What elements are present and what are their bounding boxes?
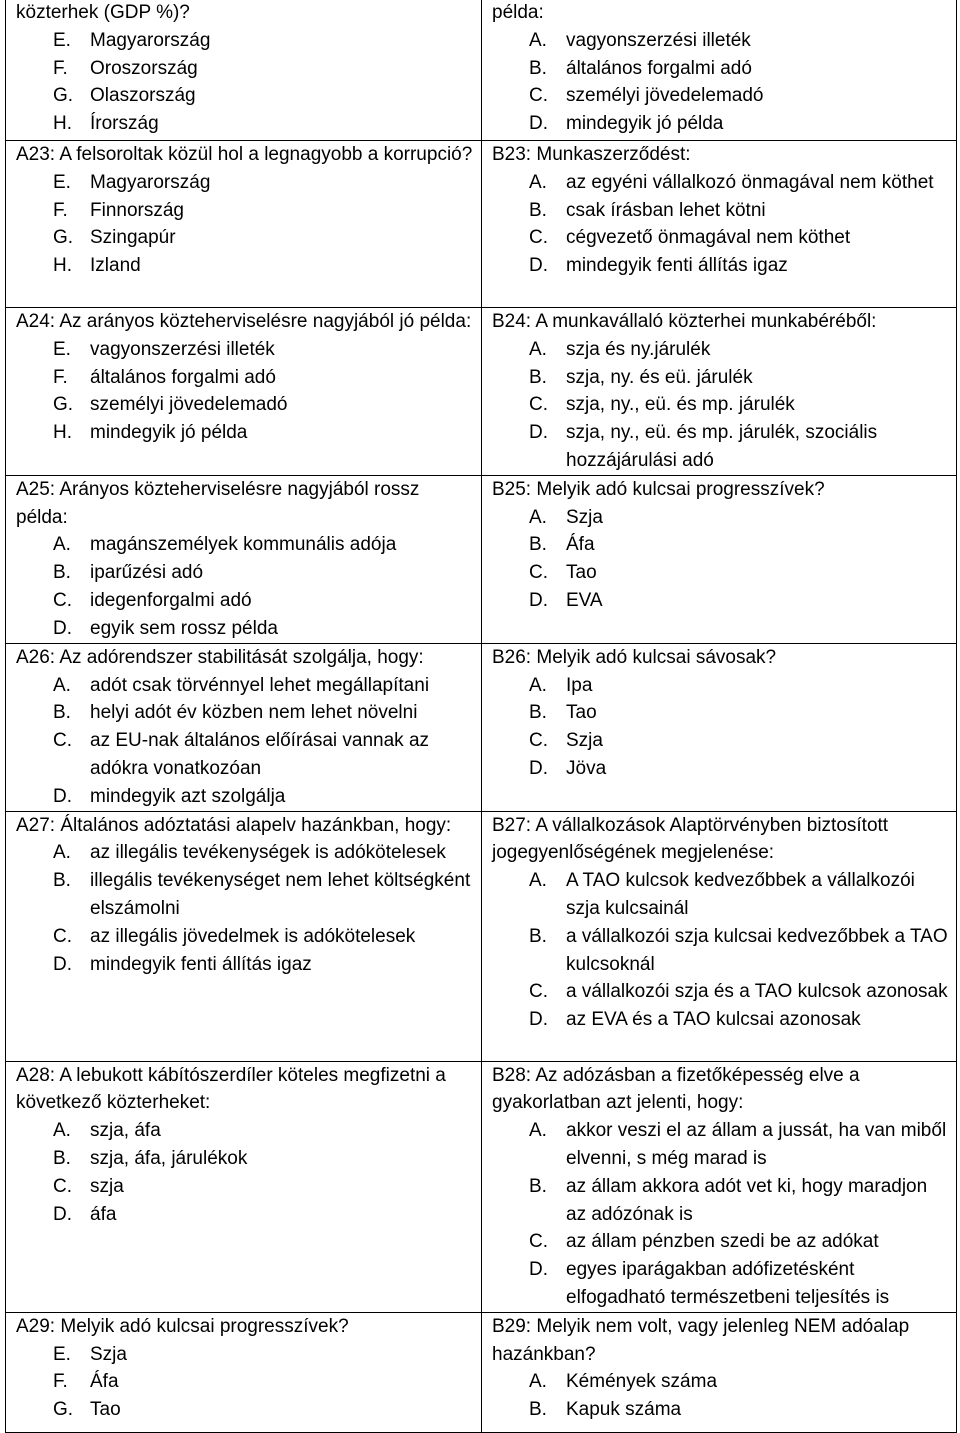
question-row <box>6 308 957 476</box>
answer-option <box>492 867 948 923</box>
question-text: A28: A lebukott kábítószerdíler köteles megfizetni a következő közterheket: <box>16 1064 446 1114</box>
question-text: A24: Az arányos közteherviselésre nagyjából jó példa: <box>16 311 472 332</box>
option-letter: A. <box>529 338 547 360</box>
answer-options <box>492 867 948 1034</box>
option-text: Oroszország <box>90 57 198 79</box>
option-text: illegális tevékenységet nem lehet költségként elszámolni <box>90 870 471 919</box>
answer-option <box>16 1368 473 1396</box>
option-letter: C. <box>529 562 548 584</box>
answer-option <box>16 364 473 392</box>
option-letter: A. <box>529 29 547 51</box>
option-letter: F. <box>53 199 68 221</box>
option-text: akkor veszi el az állam a jussát, ha van miből elvenni, s még marad is <box>566 1120 947 1169</box>
option-letter: A. <box>529 506 547 528</box>
option-text: a vállalkozói szja és a TAO kulcsok azonosak <box>566 981 948 1003</box>
option-letter: F. <box>53 1371 68 1393</box>
option-text: Kapuk száma <box>566 1399 682 1421</box>
option-text: Áfa <box>90 1371 119 1393</box>
answer-option <box>492 224 948 252</box>
option-letter: H. <box>53 422 72 444</box>
option-text: általános forgalmi adó <box>90 366 276 388</box>
question-text: példa: <box>492 2 544 23</box>
answer-option <box>16 672 473 700</box>
option-letter: A. <box>529 1120 547 1142</box>
answer-option <box>16 783 473 811</box>
answer-option <box>492 727 948 755</box>
right-question-cell <box>482 0 957 141</box>
option-letter: A. <box>53 842 71 864</box>
option-text: a vállalkozói szja kulcsai kedvezőbbek a TAO kulcsoknál <box>566 925 948 975</box>
answer-option <box>16 391 473 419</box>
left-question-cell <box>6 475 482 643</box>
option-text: vagyonszerzési illeték <box>566 29 751 51</box>
question-text: B26: Melyik adó kulcsai sávosak? <box>492 646 777 668</box>
option-letter: E. <box>53 171 71 193</box>
option-letter: D. <box>529 1009 548 1031</box>
answer-option <box>492 559 948 587</box>
option-text: Szja <box>566 730 603 752</box>
answer-options <box>492 169 948 280</box>
answer-option <box>16 923 473 951</box>
option-letter: D. <box>529 1259 548 1281</box>
answer-option <box>492 1117 948 1173</box>
option-letter: G. <box>53 227 74 249</box>
option-letter: C. <box>529 981 548 1003</box>
answer-option <box>16 531 473 559</box>
answer-options <box>16 169 473 280</box>
option-text: mindegyik azt szolgálja <box>90 785 286 807</box>
option-text: iparűzési adó <box>90 562 204 584</box>
option-text: Tao <box>90 1399 121 1421</box>
left-question-cell <box>6 811 482 1061</box>
option-text: vagyonszerzési illeték <box>90 338 275 360</box>
answer-option <box>492 755 948 783</box>
answer-option <box>492 672 948 700</box>
question-row <box>6 643 957 811</box>
option-letter: D. <box>529 757 548 779</box>
answer-option <box>16 419 473 447</box>
left-question-cell <box>6 643 482 811</box>
answer-option <box>492 1256 948 1312</box>
right-question-cell <box>482 141 957 308</box>
question-row <box>6 0 957 141</box>
answer-option <box>492 364 948 392</box>
option-letter: B. <box>529 1399 547 1421</box>
question-text: A26: Az adórendszer stabilitását szolgálja, hogy: <box>16 646 424 668</box>
option-letter: C. <box>53 925 72 947</box>
option-text: Szingapúr <box>90 227 176 249</box>
question-row <box>6 1061 957 1312</box>
answer-option <box>492 419 948 475</box>
answer-option <box>16 587 473 615</box>
option-letter: E. <box>53 29 71 51</box>
option-text: az egyéni vállalkozó önmagával nem köthet <box>566 171 934 193</box>
option-letter: B. <box>53 870 71 892</box>
option-text: Tao <box>566 562 597 584</box>
option-text: az EU-nak általános előírásai vannak az adókra vonatkozóan <box>90 730 430 779</box>
option-text: Kémények száma <box>566 1371 718 1393</box>
answer-option <box>492 978 948 1006</box>
answer-options <box>492 504 948 615</box>
answer-options <box>16 1341 473 1424</box>
question-row <box>6 475 957 643</box>
option-text: Olaszország <box>90 85 196 107</box>
answer-option <box>492 252 948 280</box>
answer-option <box>16 197 473 225</box>
option-text: Ipa <box>566 674 593 696</box>
answer-option <box>16 699 473 727</box>
option-text: szja, ny., eü. és mp. járulék, szociális hozzájárulási adó <box>566 422 878 471</box>
option-letter: D. <box>53 617 72 639</box>
answer-option <box>492 391 948 419</box>
option-text: Magyarország <box>90 171 211 193</box>
answer-options <box>16 27 473 138</box>
option-letter: E. <box>53 338 71 360</box>
option-letter: F. <box>53 57 68 79</box>
option-text: EVA <box>566 589 603 611</box>
option-letter: B. <box>529 366 547 388</box>
question-row <box>6 141 957 308</box>
answer-option <box>16 82 473 110</box>
answer-option <box>16 839 473 867</box>
left-question-cell <box>6 1061 482 1312</box>
answer-options <box>492 1368 948 1424</box>
option-text: szja, ny. és eü. járulék <box>566 366 753 388</box>
option-letter: B. <box>529 57 547 79</box>
option-text: szja, áfa <box>90 1120 161 1142</box>
option-letter: D. <box>529 113 548 135</box>
answer-option <box>16 951 473 979</box>
option-letter: B. <box>53 702 71 724</box>
option-letter: C. <box>529 227 548 249</box>
option-letter: A. <box>53 1120 71 1142</box>
answer-option <box>492 336 948 364</box>
option-text: szja, ny., eü. és mp. járulék <box>566 394 795 416</box>
right-question-cell <box>482 1061 957 1312</box>
option-text: az illegális jövedelmek is adókötelesek <box>90 925 416 947</box>
answer-option <box>16 1396 473 1424</box>
answer-options <box>492 1117 948 1312</box>
answer-option <box>492 1368 948 1396</box>
answer-option <box>492 1006 948 1034</box>
option-letter: G. <box>53 394 74 416</box>
option-letter: D. <box>53 785 72 807</box>
left-question-cell <box>6 141 482 308</box>
answer-option <box>492 699 948 727</box>
option-text: Tao <box>566 702 597 724</box>
answer-option <box>492 1228 948 1256</box>
option-text: mindegyik fenti állítás igaz <box>90 953 312 975</box>
option-letter: D. <box>53 1203 72 1225</box>
option-letter: B. <box>529 534 547 556</box>
option-text: Áfa <box>566 534 595 556</box>
answer-option <box>16 252 473 280</box>
option-letter: A. <box>529 171 547 193</box>
answer-option <box>492 169 948 197</box>
answer-option <box>16 727 473 783</box>
option-letter: F. <box>53 366 68 388</box>
right-question-cell <box>482 1312 957 1432</box>
question-text: B27: A vállalkozások Alaptörvényben biztosított jogegyenlőségének megjelenése: <box>492 814 889 864</box>
option-letter: B. <box>529 199 547 221</box>
answer-option <box>492 1173 948 1229</box>
option-letter: B. <box>529 925 547 947</box>
question-text: A27: Általános adóztatási alapelv hazánkban, hogy: <box>16 814 452 836</box>
option-letter: C. <box>529 1231 548 1253</box>
option-letter: G. <box>53 1399 74 1421</box>
option-letter: B. <box>53 1147 71 1169</box>
option-letter: C. <box>529 394 548 416</box>
answer-option <box>16 867 473 923</box>
question-text: A29: Melyik adó kulcsai progresszívek? <box>16 1315 349 1337</box>
option-letter: D. <box>529 589 548 611</box>
answer-option <box>492 1396 948 1424</box>
option-text: helyi adót év közben nem lehet növelni <box>90 702 418 724</box>
answer-options <box>16 839 473 978</box>
option-text: szja, áfa, járulékok <box>90 1147 248 1169</box>
option-text: személyi jövedelemadó <box>90 394 288 416</box>
option-letter: G. <box>53 85 74 107</box>
question-row <box>6 811 957 1061</box>
option-text: az állam akkora adót vet ki, hogy maradjon az adózónak is <box>566 1175 928 1225</box>
answer-option <box>16 1201 473 1229</box>
question-text: B24: A munkavállaló közterhei munkabéréből: <box>492 311 877 332</box>
option-letter: A. <box>529 870 547 892</box>
answer-option <box>492 923 948 979</box>
option-text: Írország <box>90 113 159 135</box>
answer-option <box>492 82 948 110</box>
option-letter: D. <box>53 953 72 975</box>
option-text: idegenforgalmi adó <box>90 589 252 611</box>
answer-options <box>16 336 473 447</box>
question-text: B23: Munkaszerződést: <box>492 144 691 165</box>
answer-option <box>16 224 473 252</box>
quiz-table-body <box>6 0 957 1432</box>
option-text: csak írásban lehet kötni <box>566 199 766 221</box>
option-letter: D. <box>529 422 548 444</box>
answer-option <box>16 1341 473 1369</box>
option-text: egyes iparágakban adófizetésként elfogadható természetbeni teljesítés is <box>566 1259 890 1308</box>
answer-option <box>16 169 473 197</box>
answer-option <box>492 504 948 532</box>
option-letter: A. <box>529 1371 547 1393</box>
option-text: Izland <box>90 255 141 277</box>
option-text: egyik sem rossz példa <box>90 617 278 639</box>
answer-option <box>16 1145 473 1173</box>
left-question-cell <box>6 1312 482 1432</box>
answer-options <box>492 672 948 783</box>
answer-options <box>16 1117 473 1228</box>
option-text: adót csak törvénnyel lehet megállapítani <box>90 674 430 696</box>
right-question-cell <box>482 811 957 1061</box>
answer-option <box>16 27 473 55</box>
question-text: A23: A felsoroltak közül hol a legnagyobb a korrupció? <box>16 144 473 165</box>
option-letter: B. <box>529 702 547 724</box>
answer-options <box>16 531 473 642</box>
option-letter: H. <box>53 255 72 277</box>
answer-option <box>16 110 473 138</box>
answer-option <box>492 531 948 559</box>
right-question-cell <box>482 643 957 811</box>
option-text: Jöva <box>566 757 607 779</box>
option-text: az illegális tevékenységek is adókötelesek <box>90 842 446 864</box>
option-text: szja és ny.járulék <box>566 338 711 360</box>
option-text: Szja <box>566 506 603 528</box>
option-text: az EVA és a TAO kulcsai azonosak <box>566 1009 861 1031</box>
option-text: Finnország <box>90 199 184 221</box>
answer-options <box>16 672 473 811</box>
answer-option <box>492 110 948 138</box>
answer-option <box>492 197 948 225</box>
answer-option <box>16 1173 473 1201</box>
option-letter: C. <box>53 589 72 611</box>
right-question-cell <box>482 475 957 643</box>
question-text: B29: Melyik nem volt, vagy jelenleg NEM adóalap hazánkban? <box>492 1315 910 1365</box>
option-letter: B. <box>529 1175 547 1197</box>
option-letter: A. <box>529 674 547 696</box>
option-text: személyi jövedelemadó <box>566 85 764 107</box>
answer-options <box>492 336 948 475</box>
option-text: az állam pénzben szedi be az adókat <box>566 1231 879 1253</box>
option-letter: C. <box>53 1175 72 1197</box>
option-letter: H. <box>53 113 72 135</box>
question-row <box>6 1312 957 1432</box>
answer-options <box>492 27 948 138</box>
question-text: B25: Melyik adó kulcsai progresszívek? <box>492 478 825 500</box>
answer-option <box>16 336 473 364</box>
question-text: B28: Az adózásban a fizetőképesség elve a gyakorlatban azt jelenti, hogy: <box>492 1064 860 1114</box>
option-text: mindegyik jó példa <box>566 113 724 135</box>
answer-option <box>16 615 473 643</box>
option-letter: A. <box>53 534 71 556</box>
answer-option <box>492 587 948 615</box>
option-text: cégvezető önmagával nem köthet <box>566 227 851 249</box>
option-text: mindegyik fenti állítás igaz <box>566 255 788 277</box>
option-text: Magyarország <box>90 29 211 51</box>
option-letter: E. <box>53 1343 71 1365</box>
option-text: általános forgalmi adó <box>566 57 752 79</box>
option-letter: B. <box>53 562 71 584</box>
option-letter: C. <box>529 730 548 752</box>
option-letter: C. <box>53 730 72 752</box>
option-text: mindegyik jó példa <box>90 422 248 444</box>
answer-option <box>16 55 473 83</box>
left-question-cell <box>6 308 482 476</box>
option-text: áfa <box>90 1203 117 1225</box>
option-text: szja <box>90 1175 124 1197</box>
left-question-cell <box>6 0 482 141</box>
option-text: A TAO kulcsok kedvezőbbek a vállalkozói szja kulcsainál <box>566 870 915 919</box>
answer-option <box>16 1117 473 1145</box>
quiz-table <box>5 0 957 1433</box>
answer-option <box>16 559 473 587</box>
answer-option <box>492 55 948 83</box>
option-text: magánszemélyek kommunális adója <box>90 534 397 556</box>
question-text: A25: Arányos közteherviselésre nagyjából rossz példa: <box>16 478 420 528</box>
option-letter: D. <box>529 255 548 277</box>
right-question-cell <box>482 308 957 476</box>
question-text: közterhek (GDP %)? <box>16 2 190 23</box>
option-letter: C. <box>529 85 548 107</box>
option-letter: A. <box>53 674 71 696</box>
option-text: Szja <box>90 1343 127 1365</box>
answer-option <box>492 27 948 55</box>
